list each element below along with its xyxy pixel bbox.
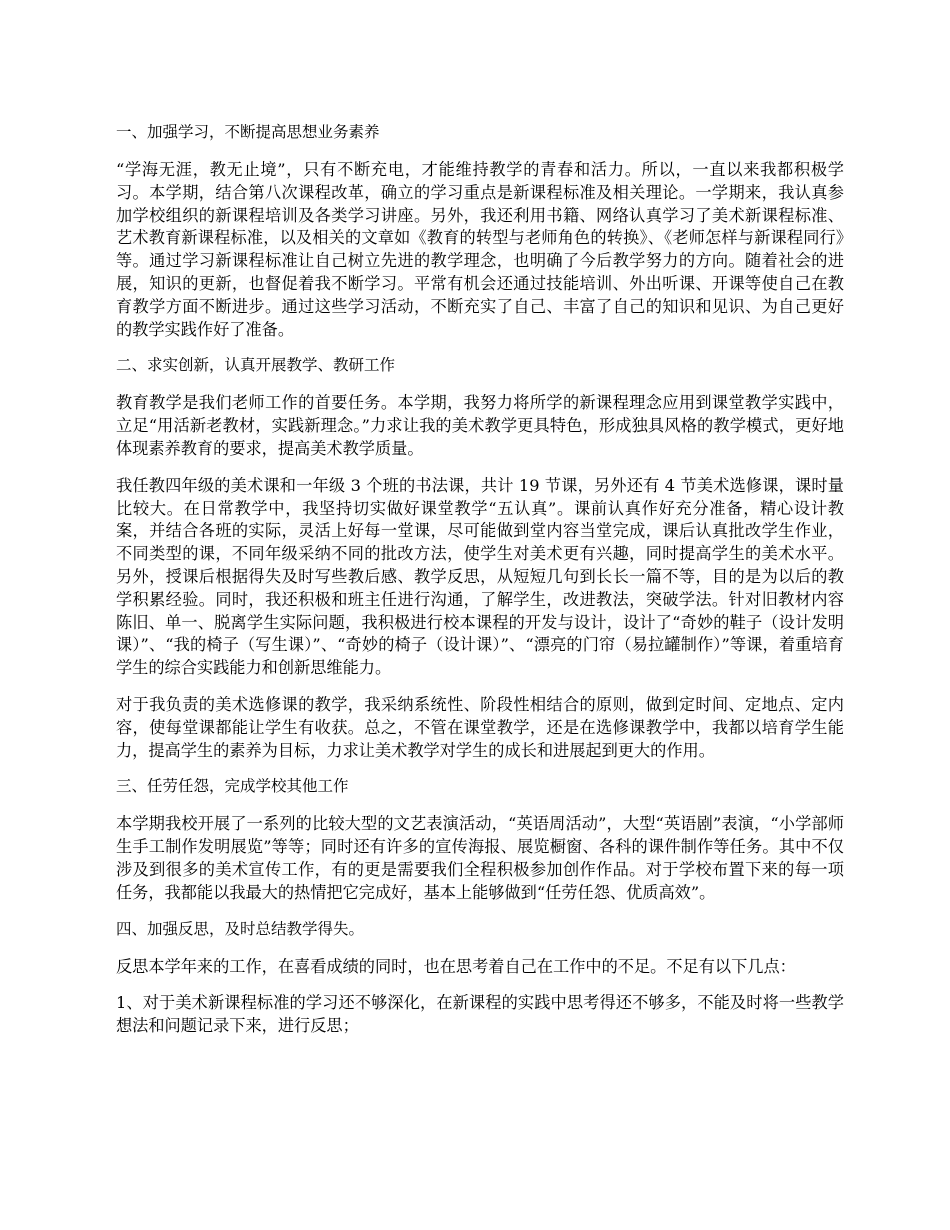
section-heading: 二、求实创新，认真开展教学、教研工作	[116, 356, 396, 375]
paragraph: 我任教四年级的美术课和一年级 3 个班的书法课，共计 19 节课，另外还有 4 节美术选修课，课时量比较大。在日常教学中，我坚持切实做好课堂教学“五认真”。课前认真作好充分准备，精心设计教案，并结合各班的实际，灵活上好每一堂课，尽可能做到堂内容当堂完成，课后认真批改学生作业，不同类型的课，不同年级采纳不同的批改方法，使学生对美术更有兴趣，同时提高学生的美术水平。另外，授课后根据得失及时写些教后感、教学反思，从短短几句到长长一篇不等，目的是为以后的教学积累经验。同时，我还积极和班主任进行沟通，了解学生，改进教法，突破学法。针对旧教材内容陈旧、单一、脱离学生实际问题，我积极进行校本课程的开发与设计，设计了“奇妙的鞋子（设计发明课）”、“我的椅子（写生课）”、“奇妙的椅子（设计课）”、“漂亮的门帘（易拉罐制作）”等课，着重培育学生的综合实践能力和创新思维能力。	[116, 475, 844, 678]
paragraph: “学海无涯，教无止境”，只有不断充电，才能维持教学的青春和活力。所以，一直以来我都积极学习。本学期，结合第八次课程改革，确立的学习重点是新课程标准及相关理论。一学期来，我认真参加学校组织的新课程培训及各类学习讲座。另外，我还利用书籍、网络认真学习了美术新课程标准、艺术教育新课程标准，以及相关的文章如《教育的转型与老师角色的转换》、《老师怎样与新课程同行》等。通过学习新课程标准让自己树立先进的教学理念，也明确了今后教学努力的方向。随着社会的进展，知识的更新，也督促着我不断学习。平常有机会还通过技能培训、外出听课、开课等使自己在教育教学方面不断进步。通过这些学习活动，不断充实了自己、丰富了自己的知识和见识、为自己更好的教学实践作好了准备。	[116, 160, 844, 339]
section-3	[116, 776, 844, 904]
document-page	[116, 122, 844, 1052]
section-heading: 三、任劳任怨，完成学校其他工作	[116, 777, 349, 796]
section-2	[116, 355, 844, 762]
paragraph: 反思本学年来的工作，在喜看成绩的同时，也在思考着自己在工作中的不足。不足有以下几点：	[116, 956, 796, 976]
section-heading: 四、加强反思，及时总结教学得失。	[116, 919, 365, 938]
section-1	[116, 122, 844, 341]
section-heading: 一、加强学习，不断提高思想业务素养	[116, 123, 380, 141]
paragraph: 1、对于美术新课程标准的学习还不够深化，在新课程的实践中思考得还不够多，不能及时将一些教学想法和问题记录下来，进行反思；	[116, 993, 844, 1036]
paragraph: 教育教学是我们老师工作的首要任务。本学期，我努力将所学的新课程理念应用到课堂教学实践中，立足“用活新老教材，实践新理念。”力求让我的美术教学更具特色，形成独具风格的教学模式，更好地体现素养教育的要求，提高美术教学质量。	[116, 393, 844, 458]
paragraph: 对于我负责的美术选修课的教学，我采纳系统性、阶段性相结合的原则，做到定时间、定地点、定内容，使每堂课都能让学生有收获。总之，不管在课堂教学，还是在选修课教学中，我都以培育学生能力，提高学生的素养为目标，力求让美术教学对学生的成长和进展起到更大的作用。	[116, 694, 844, 760]
section-4	[116, 919, 844, 1038]
paragraph: 本学期我校开展了一系列的比较大型的文艺表演活动，“英语周活动”，大型“英语剧”表演，“小学部师生手工制作发明展览”等等；同时还有许多的宣传海报、展览橱窗、各科的课件制作等任务。其中不仅涉及到很多的美术宣传工作，有的更是需要我们全程积极参加创作作品。对于学校布置下来的每一项任务，我都能以我最大的热情把它完成好，基本上能够做到“任劳任怨、优质高效”。	[116, 814, 844, 902]
